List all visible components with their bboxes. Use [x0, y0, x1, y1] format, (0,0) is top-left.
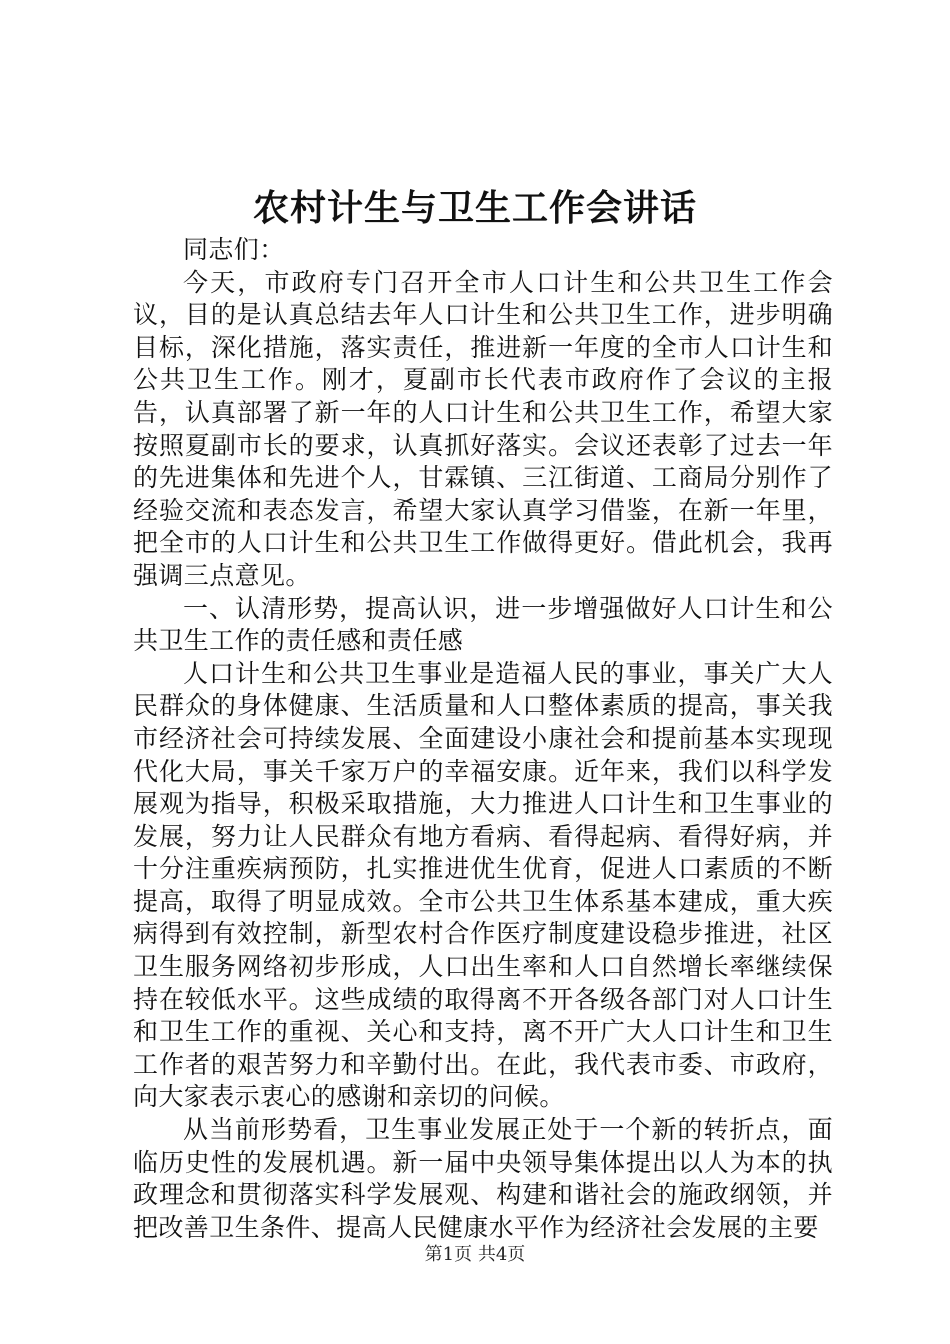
document-title: 农村计生与卫生工作会讲话 [252, 187, 697, 229]
paragraph-achievements: 人口计生和公共卫生事业是造福人民的事业，事关广大人民群众的身体健康、生活质量和人口整体素质的提高，事关我市经济社会可持续发展、全面建设小康社会和提前基本实现现代化大局，事关千家万户的幸福安康。近年来，我们以科学发展观为指导，积极采取措施，大力推进人口计生和卫生事业的发展，努力让人民群众有地方看病、看得起病、看得好病，并十分注重疾病预防，扎实推进优生优育，促进人口素质的不断提高，取得了明显成效。全市公共卫生体系基本建成，重大疾病得到有效控制，新型农村合作医疗制度建设稳步推进，社区卫生服务网络初步形成，人口出生率和人口自然增长率继续保持在较低水平。这些成绩的取得离不开各级各部门对人口计生和卫生工作的重视、关心和支持，离不开广大人口计生和卫生工作者的艰苦努力和辛勤付出。在此，我代表市委、市政府，向大家表示衷心的感谢和亲切的问候。 [133, 658, 833, 1112]
paragraph-current-situation: 从当前形势看，卫生事业发展正处于一个新的转折点，面临历史性的发展机遇。新一届中央领导集体提出以人为本的执政理念和贯彻落实科学发展观、构建和谐社会的施政纲领，并把改善卫生条件、提高人民健康水平作为经济社会发展的主要 [133, 1115, 833, 1242]
paragraph-opening: 今天，市政府专门召开全市人口计生和公共卫生工作会议，目的是认真总结去年人口计生和公共卫生工作，进步明确目标，深化措施，落实责任，推进新一年度的全市人口计生和公共卫生工作。刚才，夏副市长代表市政府作了会议的主报告，认真部署了新一年的人口计生和公共卫生工作，希望大家按照夏副市长的要求，认真抓好落实。会议还表彰了过去一年的先进集体和先进个人，甘霖镇、三江街道、工商局分别作了经验交流和表态发言，希望大家认真学习借鉴，在新一年里，把全市的人口计生和公共卫生工作做得更好。借此机会，我再强调三点意见。 [133, 267, 833, 590]
page-footer: 第1页 共4页 [424, 1244, 526, 1265]
section-heading-one: 一、认清形势，提高认识，进一步增强做好人口计生和公共卫生工作的责任感和责任感 [133, 593, 833, 656]
document-body [133, 234, 833, 1244]
salutation: 同志们： [183, 235, 285, 264]
